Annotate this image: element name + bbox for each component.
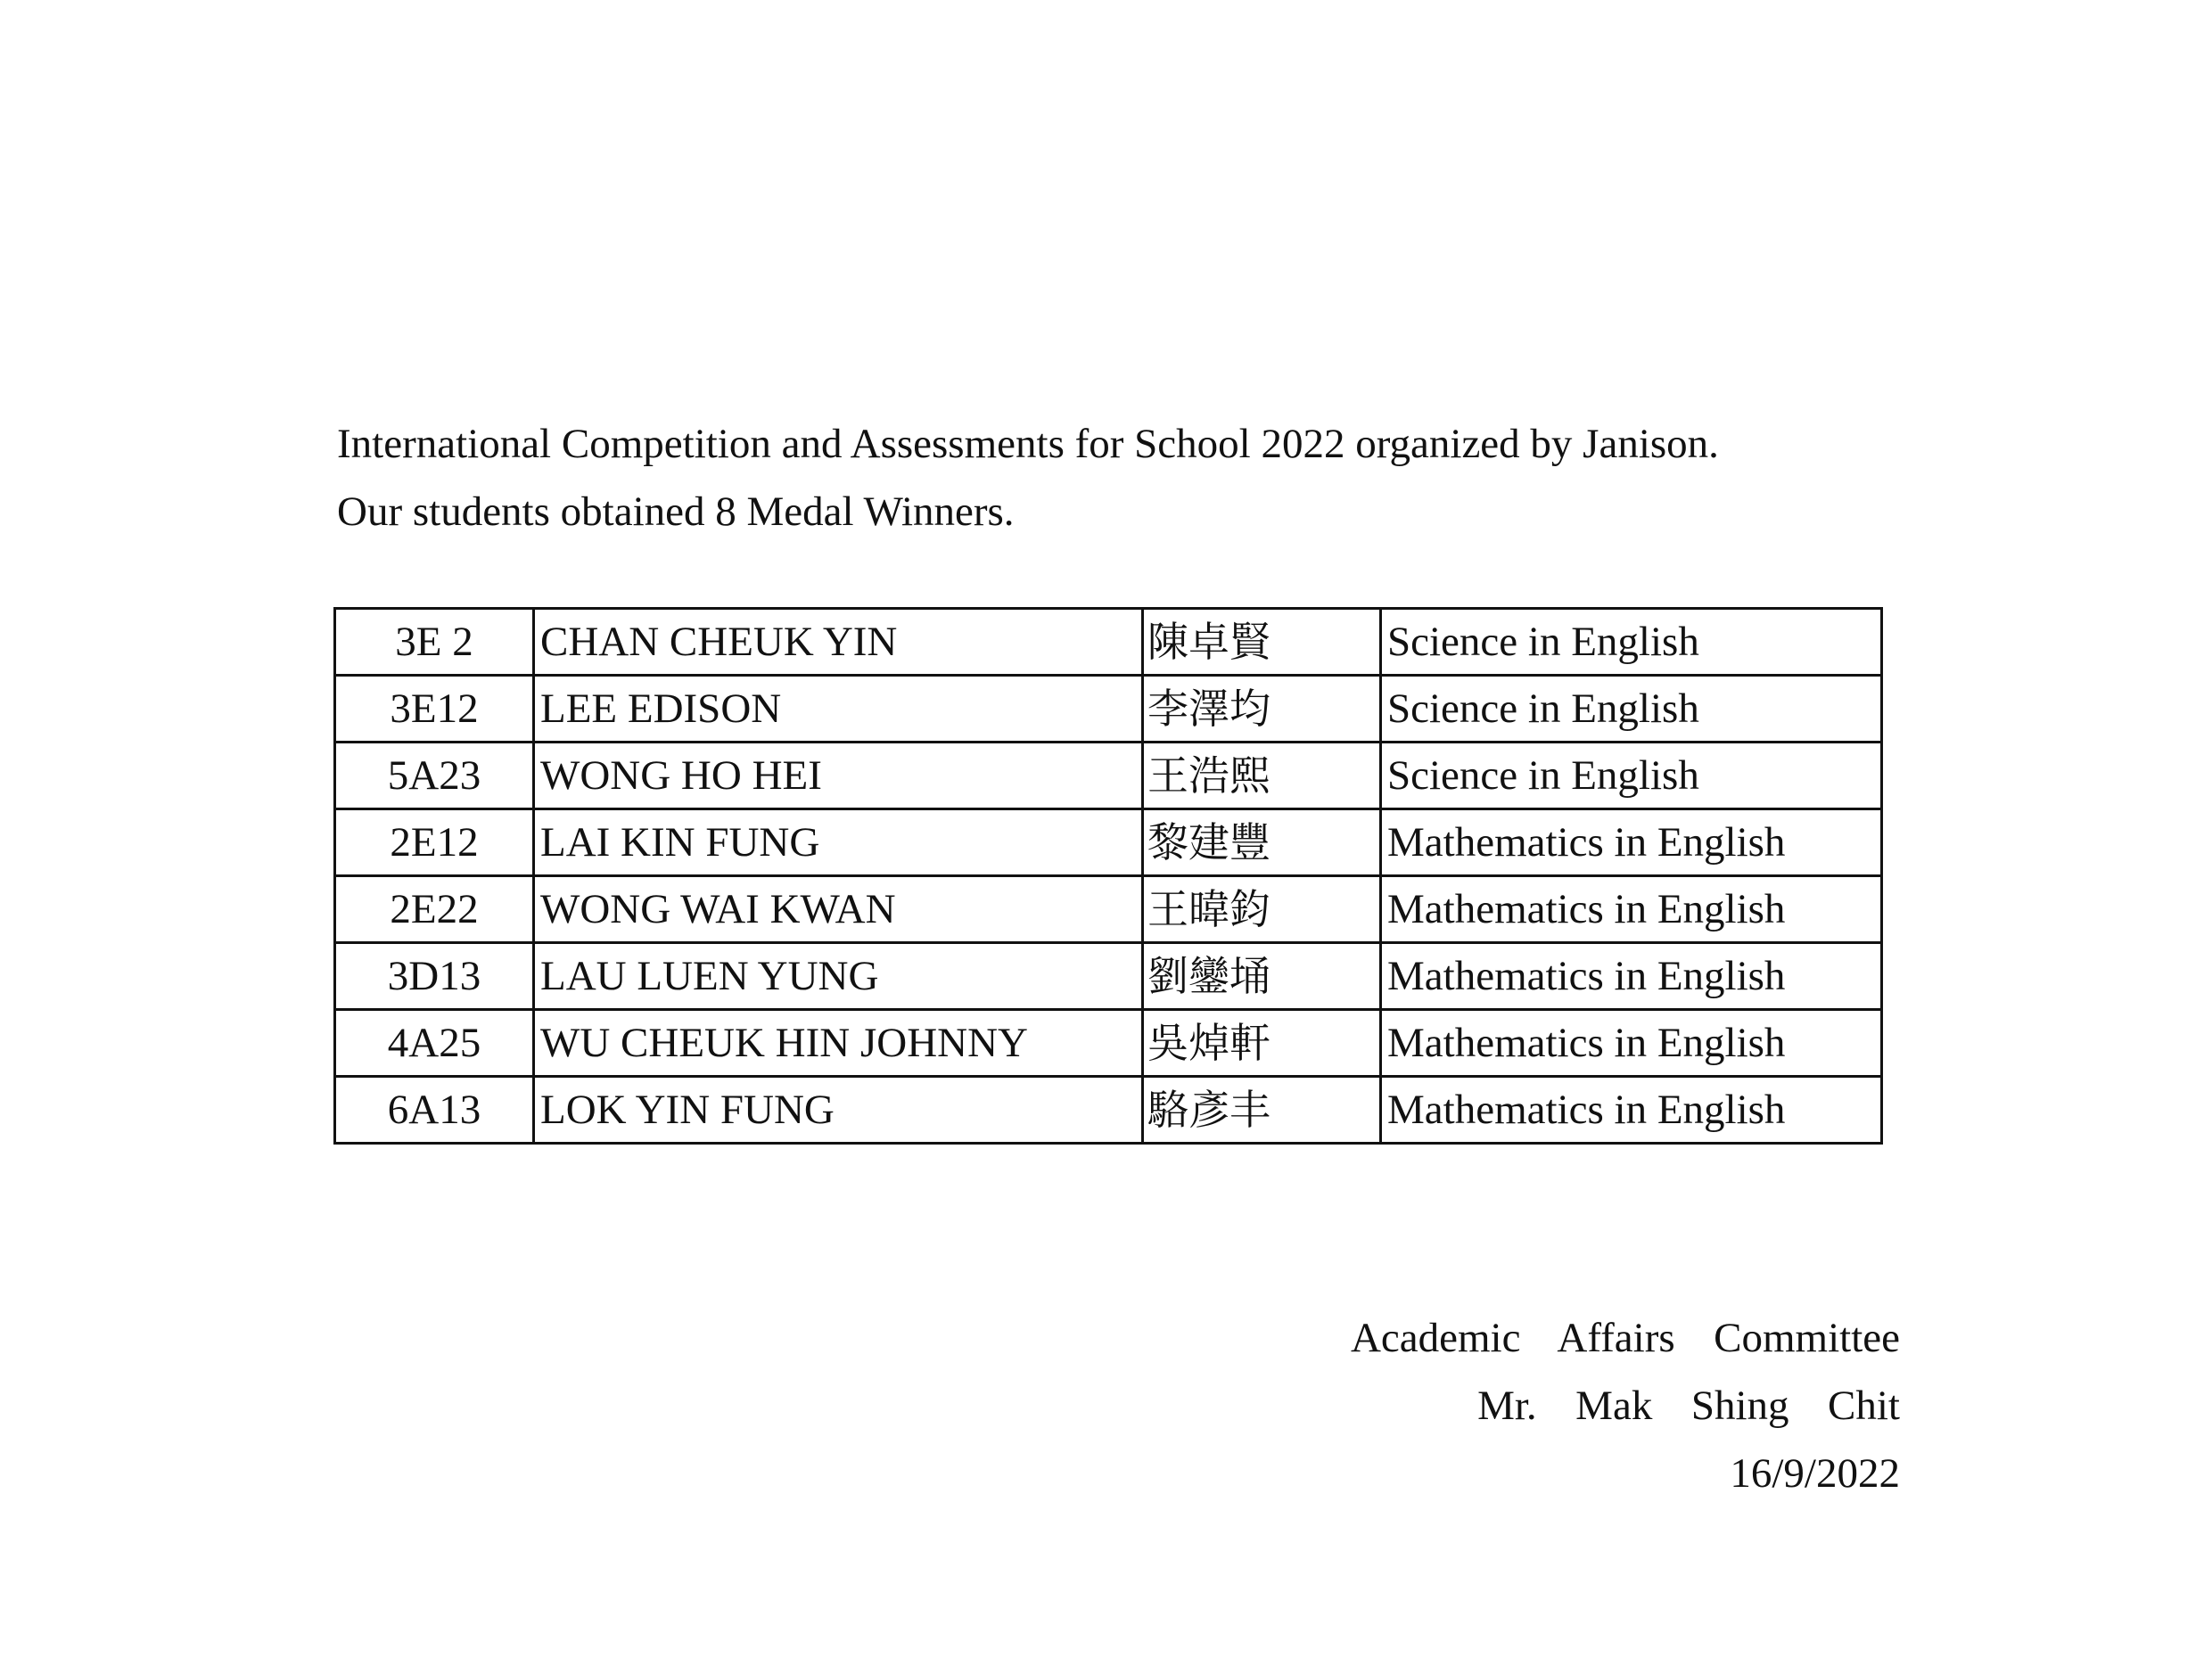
document-date: 16/9/2022 [1730,1450,1900,1497]
chinese-name-cell: 王暐鈞 [1143,876,1381,943]
student-name-cell: WONG HO HEI [534,743,1143,809]
student-name-cell: LOK YIN FUNG [534,1077,1143,1144]
subject-cell: Science in English [1381,609,1882,676]
table-row [335,609,1882,676]
table-row [335,1010,1882,1077]
signatory-name: Mr. Mak Shing Chit [1477,1383,1900,1429]
subject-cell: Mathematics in English [1381,1077,1882,1144]
chinese-name-cell: 劉鑾埇 [1143,943,1381,1010]
committee-name: Academic Affairs Committee [1350,1315,1900,1361]
chinese-name-cell: 駱彥丰 [1143,1077,1381,1144]
student-name-cell: LAU LUEN YUNG [534,943,1143,1010]
chinese-name-cell: 黎建豐 [1143,809,1381,876]
table-row [335,1077,1882,1144]
class-cell: 4A25 [335,1010,534,1077]
student-name-cell: WONG WAI KWAN [534,876,1143,943]
chinese-name-cell: 王浩熙 [1143,743,1381,809]
table-row [335,809,1882,876]
chinese-name-cell: 李澤均 [1143,676,1381,743]
class-cell: 3E12 [335,676,534,743]
subject-cell: Mathematics in English [1381,809,1882,876]
student-name-cell: CHAN CHEUK YIN [534,609,1143,676]
student-name-cell: LAI KIN FUNG [534,809,1143,876]
student-name-cell: LEE EDISON [534,676,1143,743]
table-row [335,876,1882,943]
subject-cell: Mathematics in English [1381,876,1882,943]
class-cell: 3D13 [335,943,534,1010]
subject-cell: Science in English [1381,743,1882,809]
class-cell: 5A23 [335,743,534,809]
class-cell: 2E12 [335,809,534,876]
intro-paragraph [337,410,1942,546]
subject-cell: Mathematics in English [1381,1010,1882,1077]
class-cell: 6A13 [335,1077,534,1144]
chinese-name-cell: 吳焯軒 [1143,1010,1381,1077]
student-name-cell: WU CHEUK HIN JOHNNY [534,1010,1143,1077]
class-cell: 2E22 [335,876,534,943]
subject-cell: Science in English [1381,676,1882,743]
table-row [335,943,1882,1010]
winners-table [333,607,1883,1145]
intro-line-medal-count: Our students obtained 8 Medal Winners. [337,488,1015,535]
chinese-name-cell: 陳卓賢 [1143,609,1381,676]
class-cell: 3E 2 [335,609,534,676]
subject-cell: Mathematics in English [1381,943,1882,1010]
signature-block [1351,1304,1900,1507]
intro-line-competition: International Competition and Assessments for School 2022 organized by Janison. [337,421,1719,467]
table-row [335,676,1882,743]
table-row [335,743,1882,809]
